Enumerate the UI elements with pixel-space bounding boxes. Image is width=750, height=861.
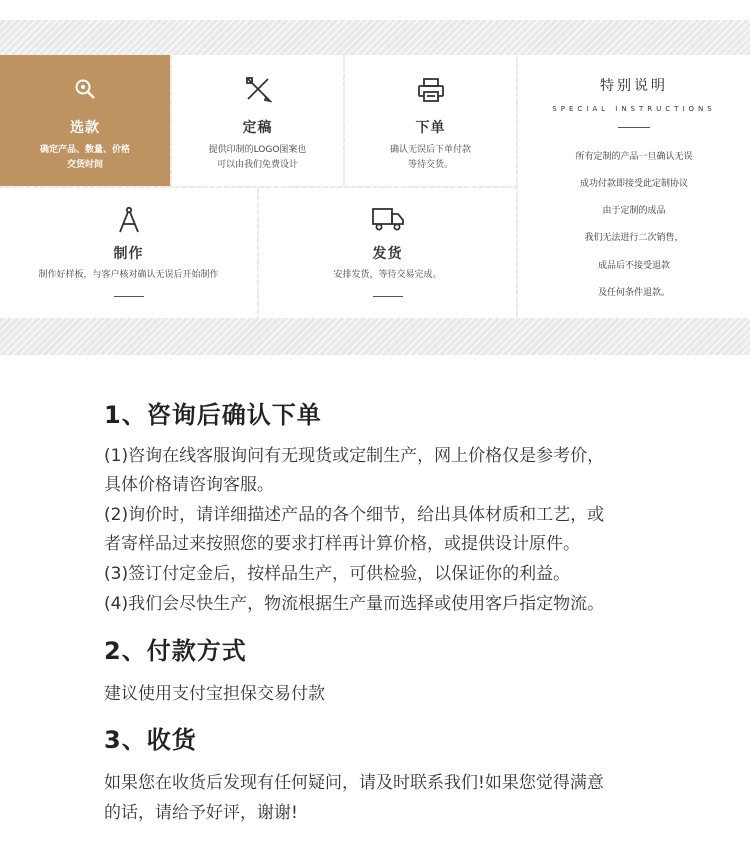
special-line: 成功付款即接受此定制协议 [579, 179, 688, 189]
paragraph-line: (4)我们会尽快生产，物流根据生产量而选择或使用客戶指定物流。 [104, 594, 605, 614]
step-title: 发货 [372, 246, 403, 262]
divider [114, 296, 144, 297]
special-subtitle: SPECIAL INSTRUCTIONS [552, 105, 716, 113]
special-line: 成品后不接受退款 [597, 261, 670, 271]
special-line: 由于定制的成品 [602, 206, 666, 216]
step-title: 选款 [70, 120, 100, 136]
step-desc: 提供印制的LOGO图案也 可以由我们免费设计 [208, 145, 307, 170]
step-desc: 确认无误后下单付款 等待交货。 [389, 145, 471, 170]
divider [618, 127, 650, 128]
paragraph-line: 建议使用支付宝担保交易付款 [104, 684, 325, 704]
step-select [0, 55, 170, 186]
paragraph-line: (2)询价时，请详细描述产品的各个细节，给出具体材质和工艺，或 [104, 505, 605, 525]
truck-icon [259, 206, 516, 232]
printer-icon [345, 77, 516, 103]
step-desc: 制作好样板，与客户核对确认无误后开始制作 [38, 270, 219, 280]
step-title: 定稿 [242, 120, 273, 136]
special-title: 特别说明 [600, 78, 668, 94]
paragraph-line: 者寄样品过来按照您的要求打样再计算价格，或提供设计原件。 [104, 534, 580, 554]
special-line: 所有定制的产品一旦确认无误 [575, 152, 693, 162]
step-draft [172, 55, 343, 186]
paragraph-line: (3)签订付定金后，按样品生产，可供检验，以保证你的利益。 [104, 564, 571, 584]
paragraph-line: 具体价格请咨询客服。 [104, 475, 274, 495]
special-line: 及任何条件退款。 [597, 288, 670, 298]
search-icon [0, 77, 170, 101]
special-line: 我们无法进行二次销售， [584, 233, 684, 243]
step-desc: 确定产品、数量、价格 交货时间 [39, 145, 130, 170]
divider [373, 296, 403, 297]
step-desc: 安排发货，等待交易完成。 [333, 270, 442, 280]
step-make [0, 188, 257, 318]
section-heading: 2、付款方式 [104, 637, 247, 665]
compass-icon [0, 206, 257, 234]
section-heading: 1、咨询后确认下单 [104, 401, 322, 429]
section-heading: 3、收货 [104, 726, 197, 754]
process-band [0, 20, 750, 355]
step-order [345, 55, 516, 186]
pen-ruler-icon [172, 75, 343, 103]
step-title: 下单 [415, 120, 446, 136]
paragraph-line: 如果您在收货后发现有任何疑问，请及时联系我们!如果您觉得满意 [104, 773, 604, 793]
paragraph-line: (1)咨询在线客服询问有无现货或定制生产，网上价格仅是参考价， [104, 446, 605, 466]
step-title: 制作 [113, 246, 144, 262]
special-instructions-panel [518, 55, 750, 318]
step-ship [259, 188, 516, 318]
paragraph-line: 的话，请给予好评，谢谢! [104, 803, 298, 823]
